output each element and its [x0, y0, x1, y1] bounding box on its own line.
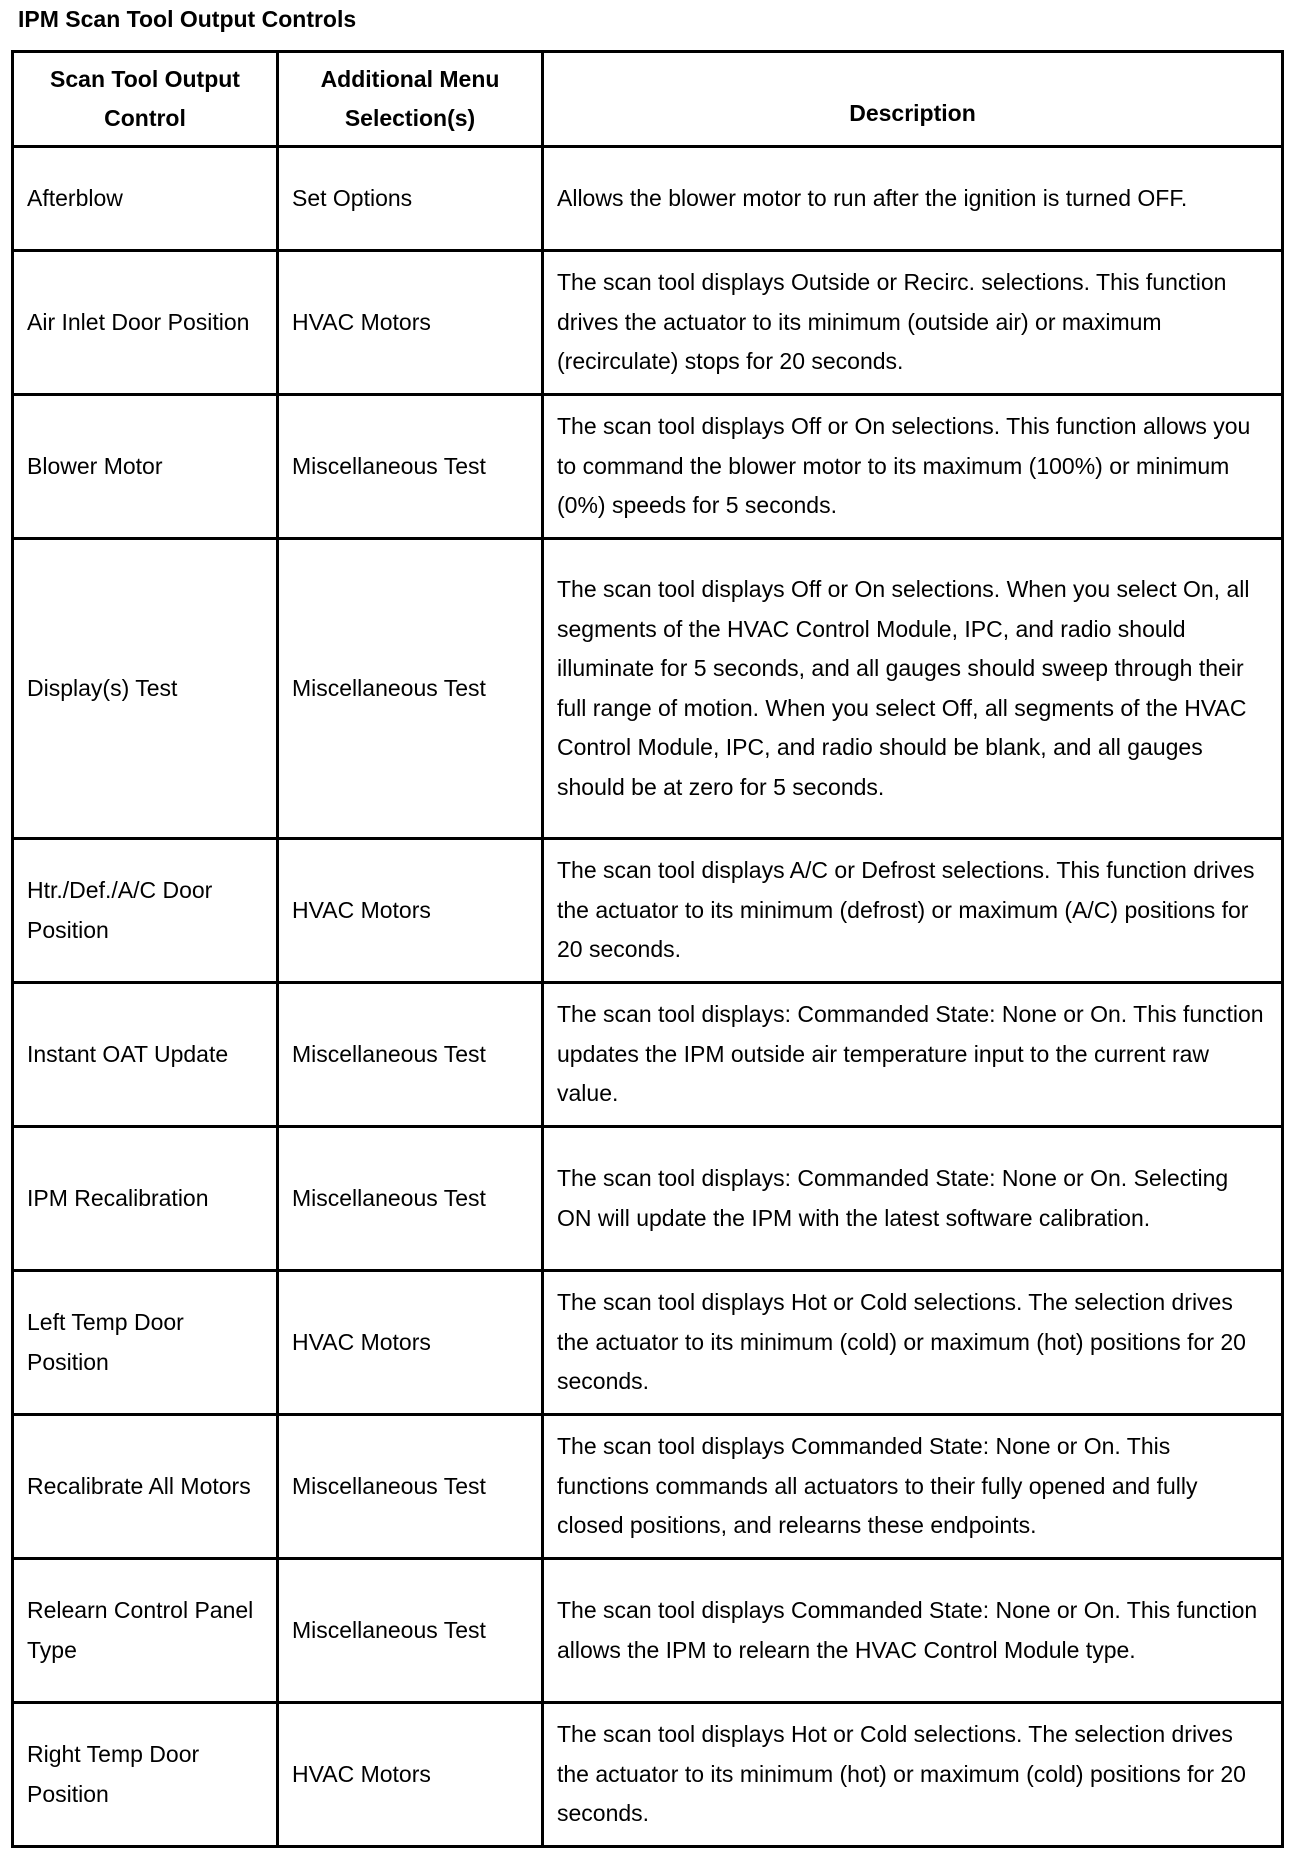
cell-control: IPM Recalibration [13, 1127, 278, 1271]
page-title: IPM Scan Tool Output Controls [18, 6, 357, 32]
cell-control: Display(s) Test [13, 539, 278, 839]
cell-description: The scan tool displays: Commanded State: None or On. This function updates the IPM outside air temperature input to the current raw value. [543, 983, 1283, 1127]
table-row [13, 1127, 1283, 1271]
cell-control: Right Temp Door Position [13, 1703, 278, 1847]
cell-description: The scan tool displays: Commanded State: None or On. Selecting ON will update the IPM with the latest software calibration. [543, 1127, 1283, 1271]
cell-control: Instant OAT Update [13, 983, 278, 1127]
cell-menu: HVAC Motors [278, 839, 543, 983]
cell-control: Relearn Control Panel Type [13, 1559, 278, 1703]
table-header-row [13, 52, 1283, 147]
cell-control: Blower Motor [13, 395, 278, 539]
cell-control: Afterblow [13, 147, 278, 251]
cell-menu: Miscellaneous Test [278, 1559, 543, 1703]
table-row [13, 1271, 1283, 1415]
table-row [13, 983, 1283, 1127]
cell-menu: Miscellaneous Test [278, 1127, 543, 1271]
cell-menu: Miscellaneous Test [278, 395, 543, 539]
table-row [13, 1559, 1283, 1703]
cell-control: Air Inlet Door Position [13, 251, 278, 395]
table-row [13, 147, 1283, 251]
cell-description: The scan tool displays Commanded State: None or On. This functions commands all actuators to their fully opened and fully closed positions, and relearns these endpoints. [543, 1415, 1283, 1559]
cell-description: The scan tool displays Commanded State: None or On. This function allows the IPM to relearn the HVAC Control Module type. [543, 1559, 1283, 1703]
cell-menu: HVAC Motors [278, 1271, 543, 1415]
cell-menu: Miscellaneous Test [278, 539, 543, 839]
table-row [13, 539, 1283, 839]
cell-description: The scan tool displays A/C or Defrost selections. This function drives the actuator to its minimum (defrost) or maximum (A/C) positions for 20 seconds. [543, 839, 1283, 983]
table-row [13, 1415, 1283, 1559]
cell-control: Recalibrate All Motors [13, 1415, 278, 1559]
table-row [13, 839, 1283, 983]
table-row [13, 251, 1283, 395]
cell-description: The scan tool displays Off or On selections. This function allows you to command the blower motor to its maximum (100%) or minimum (0%) speeds for 5 seconds. [543, 395, 1283, 539]
cell-menu: Miscellaneous Test [278, 1415, 543, 1559]
cell-menu: HVAC Motors [278, 1703, 543, 1847]
cell-description: Allows the blower motor to run after the ignition is turned OFF. [543, 147, 1283, 251]
column-header-description: Description [543, 52, 1283, 147]
output-controls-table [11, 50, 1284, 1848]
cell-description: The scan tool displays Hot or Cold selections. The selection drives the actuator to its minimum (hot) or maximum (cold) positions for 20 seconds. [543, 1703, 1283, 1847]
column-header-control: Scan Tool Output Control [13, 52, 278, 147]
cell-menu: Miscellaneous Test [278, 983, 543, 1127]
cell-description: The scan tool displays Outside or Recirc. selections. This function drives the actuator to its minimum (outside air) or maximum (recirculate) stops for 20 seconds. [543, 251, 1283, 395]
cell-control: Left Temp Door Position [13, 1271, 278, 1415]
cell-control: Htr./Def./A/C Door Position [13, 839, 278, 983]
column-header-menu: Additional Menu Selection(s) [278, 52, 543, 147]
cell-menu: HVAC Motors [278, 251, 543, 395]
cell-description: The scan tool displays Off or On selections. When you select On, all segments of the HVAC Control Module, IPC, and radio should illuminate for 5 seconds, and all gauges should sweep through their full range of motion. When you select Off, all segments of the HVAC Control Module, IPC, and radio should be blank, and all gauges should be at zero for 5 seconds. [543, 539, 1283, 839]
cell-description: The scan tool displays Hot or Cold selections. The selection drives the actuator to its minimum (cold) or maximum (hot) positions for 20 seconds. [543, 1271, 1283, 1415]
table-row [13, 1703, 1283, 1847]
table-row [13, 395, 1283, 539]
cell-menu: Set Options [278, 147, 543, 251]
